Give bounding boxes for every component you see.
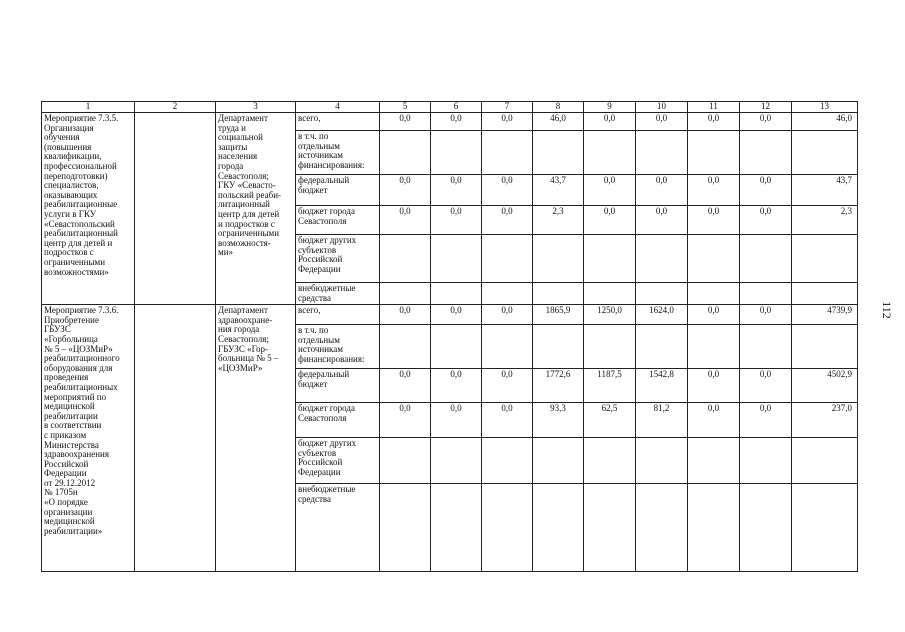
value-cell	[380, 484, 431, 572]
value-cell: 0,0	[740, 305, 792, 325]
value-cell: 0,0	[431, 305, 482, 325]
header-cell: 13	[792, 102, 858, 113]
value-cell: 0,0	[636, 175, 688, 206]
value-cell: 0,0	[431, 403, 482, 438]
value-cell	[792, 235, 858, 283]
value-cell: 0,0	[740, 206, 792, 235]
value-cell	[688, 131, 740, 175]
value-cell: 0,0	[740, 403, 792, 438]
funding-source-cell: федеральный бюджет	[296, 369, 380, 403]
value-cell	[533, 131, 584, 175]
value-cell	[636, 283, 688, 305]
value-cell: 0,0	[740, 175, 792, 206]
value-cell: 0,0	[380, 175, 431, 206]
value-cell	[792, 484, 858, 572]
header-cell: 2	[135, 102, 216, 113]
value-cell	[584, 131, 636, 175]
header-cell: 11	[688, 102, 740, 113]
value-cell	[740, 484, 792, 572]
value-cell: 93,3	[533, 403, 584, 438]
value-cell	[636, 235, 688, 283]
value-cell	[431, 484, 482, 572]
value-cell	[584, 438, 636, 484]
funding-source-cell: бюджет города Севастополя	[296, 403, 380, 438]
value-cell	[740, 235, 792, 283]
value-cell: 0,0	[380, 369, 431, 403]
value-cell: 0,0	[380, 206, 431, 235]
value-cell	[584, 484, 636, 572]
value-cell: 0,0	[740, 369, 792, 403]
value-cell	[792, 325, 858, 369]
header-cell: 5	[380, 102, 431, 113]
value-cell: 43,7	[533, 175, 584, 206]
value-cell	[380, 235, 431, 283]
measure-cell: Мероприятие 7.3.5. Организация обучения (повышения квалификации, профессиональной переподготовки) специалистов, оказывающих реабилитационные услуги в ГКУ «Севастопольский реабилитационный центр для детей и подростков с ограниченными возможностями»	[42, 113, 135, 305]
value-cell	[688, 235, 740, 283]
value-cell: 0,0	[584, 175, 636, 206]
funding-source-cell: в т.ч. по отдельным источникам финансирования:	[296, 131, 380, 175]
value-cell: 0,0	[431, 175, 482, 206]
value-cell	[431, 325, 482, 369]
value-cell: 0,0	[482, 206, 533, 235]
value-cell	[431, 438, 482, 484]
value-cell	[380, 438, 431, 484]
value-cell	[792, 283, 858, 305]
measure-cell: Мероприятие 7.3.6. Приобретение ГБУЗС «Горбольница № 5 – «ЦОЗМиР» реабилитационного оборудования для проведения реабилитационных мероприятий по медицинской реабилитации в соответствии с приказом Министерства здравоохранения Российской Федерации от 29.12.2012 № 1705н «О порядке организации медицинской реабилитации»	[42, 305, 135, 572]
value-cell: 0,0	[431, 206, 482, 235]
value-cell	[533, 438, 584, 484]
value-cell: 1772,6	[533, 369, 584, 403]
value-cell	[482, 325, 533, 369]
header-row	[42, 102, 858, 113]
value-cell: 0,0	[636, 113, 688, 131]
value-cell: 0,0	[482, 113, 533, 131]
value-cell: 0,0	[431, 369, 482, 403]
value-cell	[740, 325, 792, 369]
value-cell	[740, 438, 792, 484]
value-cell: 1187,5	[584, 369, 636, 403]
value-cell: 0,0	[380, 305, 431, 325]
funding-source-cell: федеральный бюджет	[296, 175, 380, 206]
value-cell: 1624,0	[636, 305, 688, 325]
value-cell: 0,0	[688, 403, 740, 438]
funding-source-cell: внебюджетные средства	[296, 484, 380, 572]
executor-cell: Департамент здравоохране- ния города Севастополя; ГБУЗС «Гор- больница № 5 – «ЦОЗМиР»	[216, 305, 296, 572]
value-cell: 46,0	[533, 113, 584, 131]
value-cell	[584, 283, 636, 305]
funding-source-cell: в т.ч. по отдельным источникам финансирования:	[296, 325, 380, 369]
value-cell: 0,0	[688, 113, 740, 131]
value-cell: 0,0	[584, 113, 636, 131]
header-cell: 7	[482, 102, 533, 113]
value-cell	[533, 283, 584, 305]
value-cell: 62,5	[584, 403, 636, 438]
value-cell	[688, 325, 740, 369]
table-row	[42, 305, 858, 325]
value-cell: 0,0	[431, 113, 482, 131]
value-cell: 81,2	[636, 403, 688, 438]
header-cell: 12	[740, 102, 792, 113]
value-cell: 237,0	[792, 403, 858, 438]
value-cell	[688, 484, 740, 572]
value-cell: 0,0	[740, 113, 792, 131]
value-cell	[688, 283, 740, 305]
funding-source-cell: внебюджетные средства	[296, 283, 380, 305]
value-cell: 1250,0	[584, 305, 636, 325]
value-cell: 0,0	[482, 403, 533, 438]
value-cell	[380, 283, 431, 305]
value-cell: 4502,9	[792, 369, 858, 403]
header-cell: 9	[584, 102, 636, 113]
header-cell: 10	[636, 102, 688, 113]
value-cell	[636, 438, 688, 484]
value-cell	[584, 235, 636, 283]
value-cell: 0,0	[688, 206, 740, 235]
value-cell	[431, 235, 482, 283]
value-cell	[482, 283, 533, 305]
header-cell: 8	[533, 102, 584, 113]
executor-cell: Департамент труда и социальной защиты населения города Севастополя; ГКУ «Севасто- польский реаби- литационный центр для детей и подростков с ограниченными возможностя- ми»	[216, 113, 296, 305]
value-cell	[688, 438, 740, 484]
value-cell: 2,3	[533, 206, 584, 235]
value-cell	[380, 325, 431, 369]
value-cell: 2,3	[792, 206, 858, 235]
value-cell: 0,0	[688, 175, 740, 206]
header-cell: 4	[296, 102, 380, 113]
value-cell	[482, 438, 533, 484]
value-cell	[792, 131, 858, 175]
value-cell	[636, 484, 688, 572]
value-cell: 46,0	[792, 113, 858, 131]
value-cell	[636, 325, 688, 369]
value-cell: 1542,8	[636, 369, 688, 403]
value-cell	[533, 484, 584, 572]
page-number: 112	[880, 301, 894, 319]
value-cell	[380, 131, 431, 175]
empty-cell	[135, 113, 216, 305]
value-cell	[636, 131, 688, 175]
funding-source-cell: бюджет города Севастополя	[296, 206, 380, 235]
value-cell	[431, 283, 482, 305]
value-cell	[584, 325, 636, 369]
value-cell	[482, 484, 533, 572]
value-cell: 0,0	[380, 403, 431, 438]
value-cell: 0,0	[380, 113, 431, 131]
header-cell: 6	[431, 102, 482, 113]
value-cell: 0,0	[482, 369, 533, 403]
value-cell: 0,0	[688, 369, 740, 403]
value-cell	[792, 438, 858, 484]
value-cell: 4739,9	[792, 305, 858, 325]
value-cell	[533, 325, 584, 369]
value-cell	[740, 131, 792, 175]
value-cell: 0,0	[584, 206, 636, 235]
funding-source-cell: всего,	[296, 305, 380, 325]
value-cell	[482, 235, 533, 283]
funding-table	[41, 101, 858, 572]
value-cell: 1865,9	[533, 305, 584, 325]
header-cell: 3	[216, 102, 296, 113]
table-row	[42, 113, 858, 131]
value-cell	[533, 235, 584, 283]
value-cell: 0,0	[482, 175, 533, 206]
funding-source-cell: бюджет других субъектов Российской Федерации	[296, 235, 380, 283]
funding-source-cell: бюджет других субъектов Российской Федерации	[296, 438, 380, 484]
value-cell: 43,7	[792, 175, 858, 206]
value-cell: 0,0	[482, 305, 533, 325]
value-cell: 0,0	[636, 206, 688, 235]
value-cell	[482, 131, 533, 175]
header-cell: 1	[42, 102, 135, 113]
value-cell	[740, 283, 792, 305]
empty-cell	[135, 305, 216, 572]
value-cell: 0,0	[688, 305, 740, 325]
value-cell	[431, 131, 482, 175]
funding-source-cell: всего,	[296, 113, 380, 131]
